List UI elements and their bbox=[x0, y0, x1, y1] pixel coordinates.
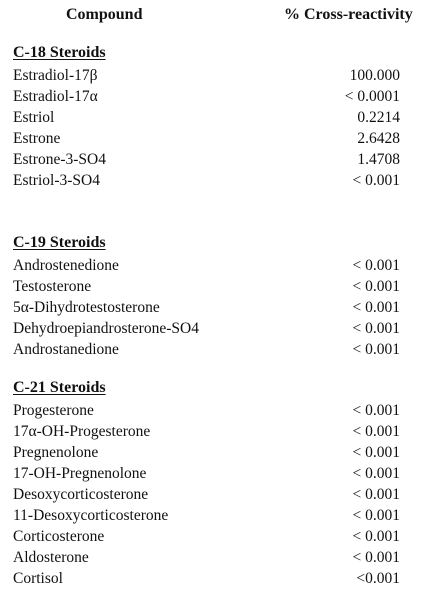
table-row bbox=[0, 172, 438, 193]
table-row bbox=[0, 507, 438, 528]
cross-reactivity-value: 100.000 bbox=[349, 67, 400, 84]
table-row bbox=[0, 151, 438, 172]
compound-name: 17α-OH-Progesterone bbox=[13, 423, 151, 440]
cross-reactivity-value: < 0.001 bbox=[352, 549, 400, 566]
cross-reactivity-value: 0.2214 bbox=[357, 109, 400, 126]
table-row bbox=[0, 402, 438, 423]
table-row bbox=[0, 109, 438, 130]
cross-reactivity-value: < 0.001 bbox=[352, 320, 400, 337]
table-row bbox=[0, 465, 438, 486]
compound-name: Pregnenolone bbox=[13, 444, 99, 461]
cross-reactivity-column-header: % Cross-reactivity bbox=[284, 6, 413, 23]
cross-reactivity-value: < 0.001 bbox=[352, 465, 400, 482]
compound-name: Estriol-3-SO4 bbox=[13, 172, 100, 189]
compound-name: Aldosterone bbox=[13, 549, 89, 566]
table-row bbox=[0, 299, 438, 320]
cross-reactivity-value: < 0.001 bbox=[352, 257, 400, 274]
section-title-c21: C-21 Steroids bbox=[13, 379, 106, 396]
cross-reactivity-value: 2.6428 bbox=[357, 130, 400, 147]
compound-name: Estradiol-17β bbox=[13, 67, 98, 84]
cross-reactivity-value: < 0.001 bbox=[352, 444, 400, 461]
compound-name: Androstenedione bbox=[13, 257, 119, 274]
compound-name: Androstanedione bbox=[13, 341, 119, 358]
cross-reactivity-value: < 0.001 bbox=[352, 172, 400, 189]
table-row bbox=[0, 444, 438, 465]
compound-name: Corticosterone bbox=[13, 528, 105, 545]
table-header bbox=[0, 6, 438, 28]
compound-name: Testosterone bbox=[13, 278, 92, 295]
compound-name: Progesterone bbox=[13, 402, 94, 419]
cross-reactivity-value: < 0.001 bbox=[352, 528, 400, 545]
section-title-c19: C-19 Steroids bbox=[13, 234, 106, 251]
table-row bbox=[0, 528, 438, 549]
cross-reactivity-value: < 0.001 bbox=[352, 486, 400, 503]
cross-reactivity-value: 1.4708 bbox=[357, 151, 400, 168]
compound-column-header: Compound bbox=[66, 6, 143, 23]
compound-name: Cortisol bbox=[13, 570, 63, 587]
cross-reactivity-value: < 0.001 bbox=[352, 423, 400, 440]
table-row bbox=[0, 341, 438, 362]
compound-name: Estrone bbox=[13, 130, 61, 147]
cross-reactivity-value: < 0.001 bbox=[352, 278, 400, 295]
table-row bbox=[0, 278, 438, 299]
section-title-c18: C-18 Steroids bbox=[13, 44, 106, 61]
compound-name: Desoxycorticosterone bbox=[13, 486, 149, 503]
compound-name: Estradiol-17α bbox=[13, 88, 98, 105]
cross-reactivity-value: < 0.001 bbox=[352, 402, 400, 419]
table-row bbox=[0, 486, 438, 507]
compound-name: 5α-Dihydrotestosterone bbox=[13, 299, 160, 316]
table-row bbox=[0, 549, 438, 570]
cross-reactivity-value: <0.001 bbox=[356, 570, 400, 587]
table-row bbox=[0, 257, 438, 278]
table-row bbox=[0, 320, 438, 341]
table-row bbox=[0, 423, 438, 444]
compound-name: 17-OH-Pregnenolone bbox=[13, 465, 147, 482]
table-row bbox=[0, 88, 438, 109]
compound-name: 11-Desoxycorticosterone bbox=[13, 507, 169, 524]
compound-name: Estriol bbox=[13, 109, 55, 126]
cross-reactivity-value: < 0.001 bbox=[352, 299, 400, 316]
table-row bbox=[0, 67, 438, 88]
compound-name: Estrone-3-SO4 bbox=[13, 151, 106, 168]
cross-reactivity-value: < 0.001 bbox=[352, 507, 400, 524]
cross-reactivity-value: < 0.001 bbox=[352, 341, 400, 358]
compound-name: Dehydroepiandrosterone-SO4 bbox=[13, 320, 199, 337]
table-row bbox=[0, 570, 438, 591]
table-row bbox=[0, 130, 438, 151]
cross-reactivity-value: < 0.0001 bbox=[344, 88, 400, 105]
